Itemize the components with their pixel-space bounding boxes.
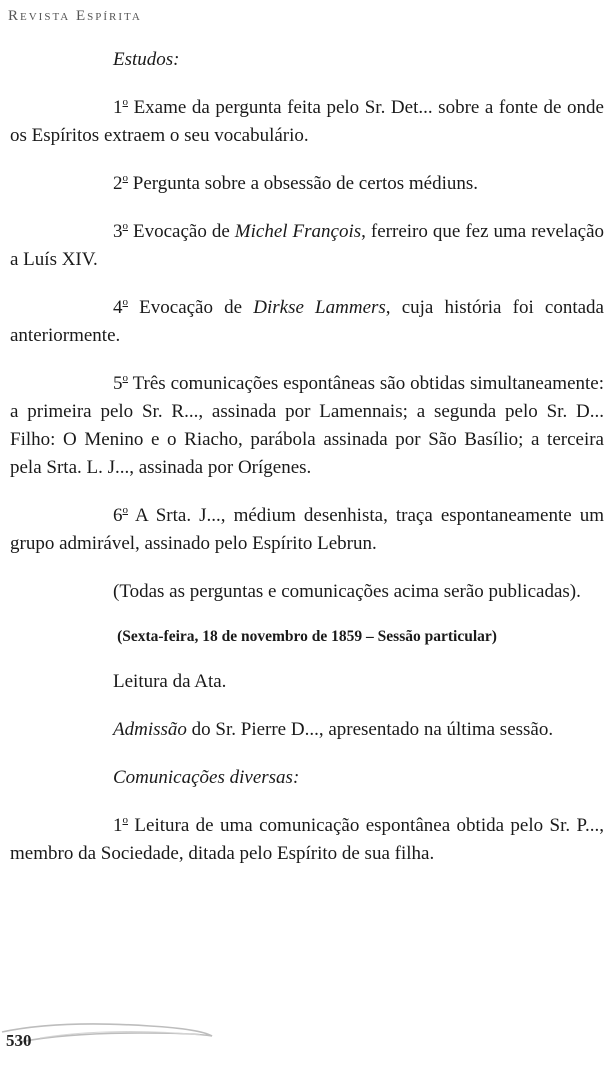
item-text: Evocação de (128, 297, 254, 318)
item-number: 4 (113, 297, 123, 318)
communications-title: Comunicações diversas: (113, 767, 300, 788)
item-text: Leitura de uma comunicação espontânea obtida pelo Sr. P..., membro da Sociedade, ditada pelo Espírito de sua filha. (10, 815, 604, 864)
minutes-reading: Leitura da Ata. (113, 671, 227, 692)
item-number: 1 (113, 97, 123, 118)
ordinal-mark: o (122, 504, 128, 516)
ordinal-mark: o (122, 372, 128, 384)
item-text: A Srta. J..., médium desenhista, traça espontaneamente um grupo admirável, assinado pelo Espírito Lebrun. (10, 505, 604, 554)
list-item (10, 294, 604, 350)
page-ornament-icon (0, 1018, 220, 1048)
list-item (10, 812, 604, 868)
item-number: 3 (113, 221, 123, 242)
ordinal-mark: o (122, 96, 128, 108)
list-item (10, 370, 604, 482)
list-item (10, 170, 604, 198)
item-number: 5 (113, 373, 123, 394)
item-text: Pergunta sobre a obsessão de certos médiuns. (128, 173, 479, 194)
ordinal-mark: o (122, 172, 128, 184)
item-text-after: , cuja história foi contada anteriormente. (10, 297, 604, 346)
list-item (10, 502, 604, 558)
ordinal-mark: o (122, 814, 128, 826)
item-text: Três comunicações espontâneas são obtidas simultaneamente: a primeira pelo Sr. R..., assinada por Lamennais; a segunda pelo Sr. D... Filho: O Menino e o Riacho, parábola assinada por São Basílio; a terceira pela Srta. L. J..., assinada por Orígenes. (10, 373, 604, 478)
item-number: 2 (113, 173, 123, 194)
page-body (10, 46, 604, 868)
section-title: Estudos: (113, 49, 180, 70)
spirit-name: Dirkse Lammers (253, 297, 386, 318)
admission-term: Admissão (113, 719, 187, 740)
page-number: 530 (6, 1031, 32, 1050)
item-number: 6 (113, 505, 123, 526)
item-text: Exame da pergunta feita pelo Sr. Det... sobre a fonte de onde os Espíritos extraem o seu vocabulário. (10, 97, 604, 146)
item-text-after: , ferreiro que fez uma revelação a Luís XIV. (10, 221, 605, 270)
item-text: Evocação de (128, 221, 235, 242)
item-number: 1 (113, 815, 123, 836)
running-title: Revista Espírita (8, 8, 142, 24)
spirit-name: Michel François (234, 221, 362, 242)
list-item (10, 218, 604, 274)
session-heading: (Sexta-feira, 18 de novembro de 1859 – Sessão particular) (117, 628, 497, 645)
publication-note: (Todas as perguntas e comunicações acima serão publicadas). (113, 581, 581, 602)
admission-paragraph (10, 716, 604, 744)
admission-text: do Sr. Pierre D..., apresentado na última sessão. (186, 719, 554, 740)
ordinal-mark: o (122, 220, 128, 232)
ordinal-mark: o (122, 296, 128, 308)
list-item (10, 94, 604, 150)
